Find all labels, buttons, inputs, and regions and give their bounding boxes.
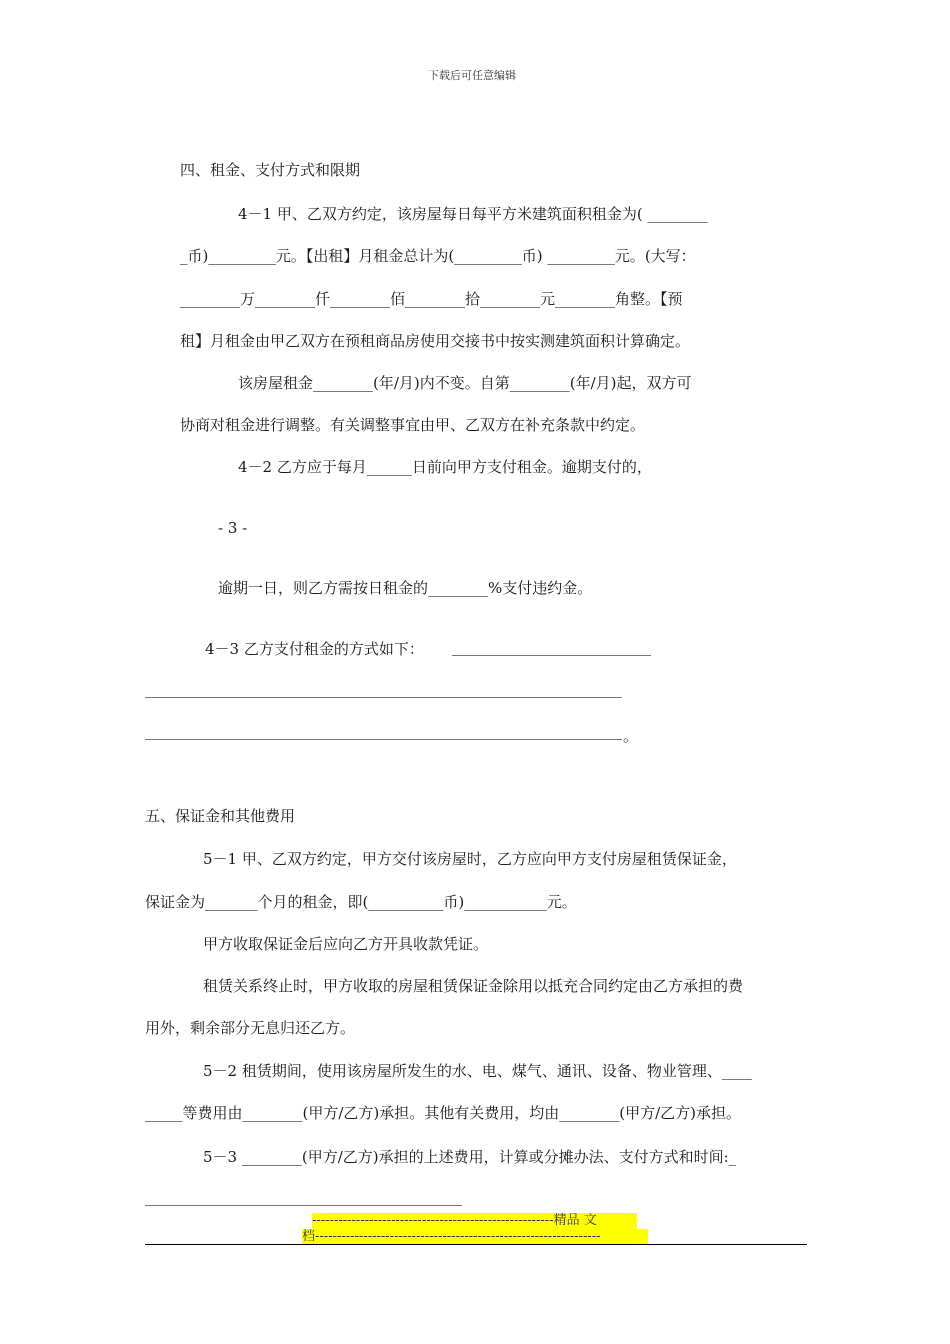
clause-4-3-line-1: 4－3 乙方支付租金的方式如下：	[205, 640, 424, 658]
rent-adjust-line-2: 协商对租金进行调整。有关调整事宜由甲、乙双方在补充条款中约定。	[180, 416, 646, 434]
rent-adjust-line-1: 该房屋租金________(年/月)内不变。自第________(年/月)起，双方可	[238, 374, 692, 392]
page-header: 下载后可任意编辑	[428, 69, 516, 82]
clause-4-2-line-2: 逾期一日，则乙方需按日租金的________%支付违约金。	[218, 579, 593, 597]
clause-4-1-line-4: 租】月租金由甲乙双方在预租商品房使用交接书中按实测建筑面积计算确定。	[180, 332, 691, 350]
footer-highlight-line-2: 档-----------------------------------------------------------------	[302, 1229, 648, 1245]
clause-5-2-line-2: _____等费用由________(甲方/乙方)承担。其他有关费用，均由________(甲方/乙方)承担。	[145, 1104, 742, 1122]
page-number: - 3 -	[218, 519, 248, 537]
clause-5-1-line-3: 甲方收取保证金后应向乙方开具收款凭证。	[203, 935, 489, 953]
section-4-title: 四、租金、支付方式和限期	[180, 161, 361, 179]
section-5-title: 五、保证金和其他费用	[145, 807, 296, 825]
blank-line	[145, 739, 622, 740]
footer-rule	[145, 1244, 807, 1245]
clause-4-1-line-3: ________万________仟________佰________拾________元________角整。【预	[180, 290, 683, 308]
clause-5-1-line-4: 租赁关系终止时，甲方收取的房屋租赁保证金除用以抵充合同约定由乙方承担的费	[203, 977, 744, 995]
clause-4-1-line-2: _币)_________元。【出租】月租金总计为(_________币) _________元。(大写：	[180, 247, 696, 265]
clause-4-3-end: 。	[623, 727, 639, 745]
footer-highlight-line-1: -------------------------------------------------------精品 文	[312, 1213, 637, 1229]
clause-5-2-line-1: 5－2 租赁期间，使用该房屋所发生的水、电、煤气、通讯、设备、物业管理、____	[203, 1062, 752, 1080]
clause-5-1-line-5: 用外，剩余部分无息归还乙方。	[145, 1019, 356, 1037]
clause-5-1-line-1: 5－1 甲、乙双方约定，甲方交付该房屋时，乙方应向甲方支付房屋租赁保证金，	[203, 850, 737, 868]
clause-4-2-line-1: 4－2 乙方应于每月______日前向甲方支付租金。逾期支付的，	[238, 458, 652, 476]
clause-4-1-line-1: 4－1 甲、乙双方约定，该房屋每日每平方米建筑面积租金为( ________	[238, 205, 708, 223]
clause-5-1-line-2: 保证金为_______个月的租金，即(__________币)___________元。	[145, 893, 577, 911]
blank-line	[145, 697, 622, 698]
clause-5-3-line-1: 5－3 ________(甲方/乙方)承担的上述费用，计算或分摊办法、支付方式和时间:_	[203, 1148, 737, 1166]
blank-line	[145, 1205, 462, 1206]
blank-line	[452, 655, 651, 656]
